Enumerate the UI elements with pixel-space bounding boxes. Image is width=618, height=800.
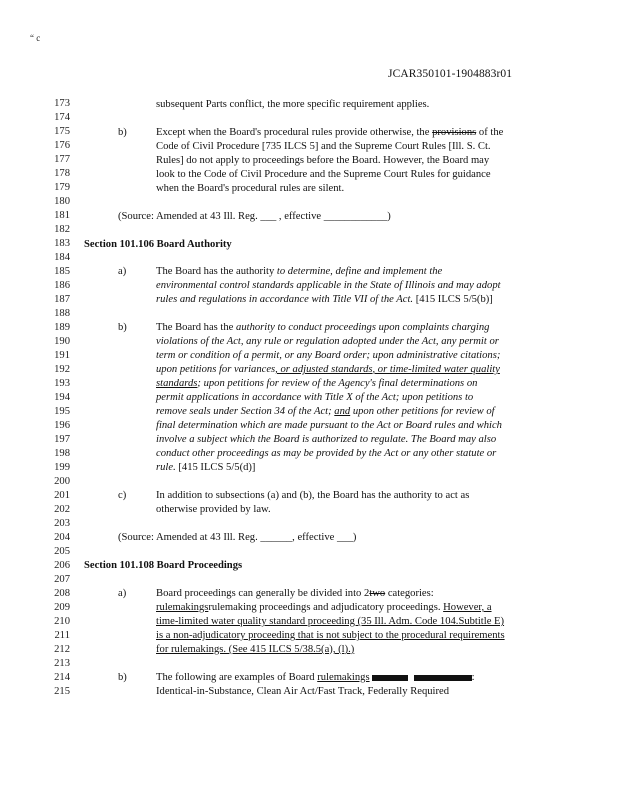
line-number: 197 xyxy=(54,434,70,445)
line-number: 199 xyxy=(54,462,70,473)
line-number: 180 xyxy=(54,196,70,207)
text-line: rulemakingsrulemaking proceedings and adjudicatory proceedings. However, a xyxy=(156,602,492,613)
line-number: 179 xyxy=(54,182,70,193)
text-line: time-limited water quality standard proceeding (35 Ill. Adm. Code 104.Subtitle E) xyxy=(156,616,505,627)
text-line: rules and regulations in accordance with Title VII of the Act. [415 ILCS 5/5(b)] xyxy=(156,294,493,305)
line-number: 173 xyxy=(54,98,70,109)
line-number: 202 xyxy=(54,504,70,515)
line-number: 191 xyxy=(54,350,70,361)
text-line: when the Board's procedural rules are silent. xyxy=(156,183,345,194)
text-line: subsequent Parts conflict, the more specific requirement applies. xyxy=(156,99,430,110)
text-line: Except when the Board's procedural rules provide otherwise, the provisions of the xyxy=(156,127,504,138)
line-number: 181 xyxy=(54,210,70,221)
line-number: 215 xyxy=(54,686,70,697)
line-number: 175 xyxy=(54,126,70,137)
line-number: 214 xyxy=(54,672,70,683)
text-line: The Board has the authority to conduct proceedings upon complaints charging xyxy=(156,322,490,333)
line-number: 203 xyxy=(54,518,70,529)
text-line: upon petitions for variances, or adjusted standards, or time-limited water quality xyxy=(156,364,500,375)
line-number: 211 xyxy=(54,630,70,641)
text-line: violations of the Act, any rule or regulation adopted under the Act, any permit or xyxy=(156,336,499,347)
line-number: 208 xyxy=(54,588,70,599)
line-number: 204 xyxy=(54,532,70,543)
list-label: a) xyxy=(118,588,127,599)
line-number: 195 xyxy=(54,406,70,417)
line-number: 196 xyxy=(54,420,70,431)
line-number: 187 xyxy=(54,294,70,305)
source-note: (Source: Amended at 43 Ill. Reg. ______, effective ___) xyxy=(118,532,357,543)
text-line: look to the Code of Civil Procedure and the Supreme Court Rules for guidance xyxy=(156,169,491,180)
line-number: 182 xyxy=(54,224,70,235)
source-note: (Source: Amended at 43 Ill. Reg. ___ , effective ____________) xyxy=(118,211,391,222)
line-number: 205 xyxy=(54,546,70,557)
line-number: 189 xyxy=(54,322,70,333)
line-number: 198 xyxy=(54,448,70,459)
list-label: c) xyxy=(118,490,127,501)
corner-mark: “ c xyxy=(30,33,41,43)
line-number: 184 xyxy=(54,252,70,263)
line-number: 186 xyxy=(54,280,70,291)
line-number: 213 xyxy=(54,658,70,669)
list-label: b) xyxy=(118,127,127,138)
text-line: Code of Civil Procedure [735 ILCS 5] and the Supreme Court Rules [Ill. S. Ct. xyxy=(156,141,491,152)
redaction-mark xyxy=(372,675,408,681)
text-line: permit applications in accordance with Title X of the Act; upon petitions to xyxy=(156,392,474,403)
text-line: The Board has the authority to determine, define and implement the xyxy=(156,266,443,277)
text-line: term or condition of a permit, or any Board order; upon administrative citations; xyxy=(156,350,501,361)
line-number: 188 xyxy=(54,308,70,319)
text-line: conduct other proceedings as may be provided by the Act or any other statute or xyxy=(156,448,497,459)
line-number: 194 xyxy=(54,392,70,403)
line-number: 206 xyxy=(54,560,70,571)
text-line: environmental control standards applicable in the State of Illinois and may adopt xyxy=(156,280,501,291)
line-number: 176 xyxy=(54,140,70,151)
line-number: 192 xyxy=(54,364,70,375)
redaction-mark xyxy=(414,675,472,681)
section-heading: Section 101.108 Board Proceedings xyxy=(84,560,243,571)
line-number: 183 xyxy=(54,238,70,249)
text-line: otherwise provided by law. xyxy=(156,504,271,515)
list-label: a) xyxy=(118,266,127,277)
document-id: JCAR350101-1904883r01 xyxy=(388,68,513,80)
line-number: 178 xyxy=(54,168,70,179)
text-line: The following are examples of Board rulemakings : xyxy=(156,672,475,683)
text-line: final determination which are made pursuant to the Act or Board rules and which xyxy=(156,420,502,431)
text-line: involve a subject which the Board is authorized to regulate. The Board may also xyxy=(156,434,497,445)
text-line: for rulemakings. (See 415 ILCS 5/38.5(a), (l).) xyxy=(156,644,355,655)
line-number: 210 xyxy=(54,616,70,627)
line-number: 190 xyxy=(54,336,70,347)
line-number: 207 xyxy=(54,574,70,585)
text-line: Rules] do not apply to proceedings before the Board. However, the Board may xyxy=(156,155,490,166)
line-number: 200 xyxy=(54,476,70,487)
text-line: Identical-in-Substance, Clean Air Act/Fast Track, Federally Required xyxy=(156,686,450,697)
list-label: b) xyxy=(118,672,127,683)
line-number: 201 xyxy=(54,490,70,501)
text-line: In addition to subsections (a) and (b), the Board has the authority to act as xyxy=(156,490,470,501)
section-heading: Section 101.106 Board Authority xyxy=(84,239,232,250)
text-line: Board proceedings can generally be divided into 2two categories: xyxy=(156,588,434,599)
line-number: 212 xyxy=(54,644,70,655)
text-line: is a non-adjudicatory proceeding that is not subject to the procedural requirements xyxy=(156,630,505,641)
text-line: rule. [415 ILCS 5/5(d)] xyxy=(156,462,256,473)
list-label: b) xyxy=(118,322,127,333)
line-number: 174 xyxy=(54,112,70,123)
line-number: 177 xyxy=(54,154,70,165)
text-line: remove seals under Section 34 of the Act; and upon other petitions for review of xyxy=(156,406,495,417)
line-number: 185 xyxy=(54,266,70,277)
line-number: 209 xyxy=(54,602,70,613)
line-number: 193 xyxy=(54,378,70,389)
text-line: standards; upon petitions for review of the Agency's final determinations on xyxy=(156,378,478,389)
